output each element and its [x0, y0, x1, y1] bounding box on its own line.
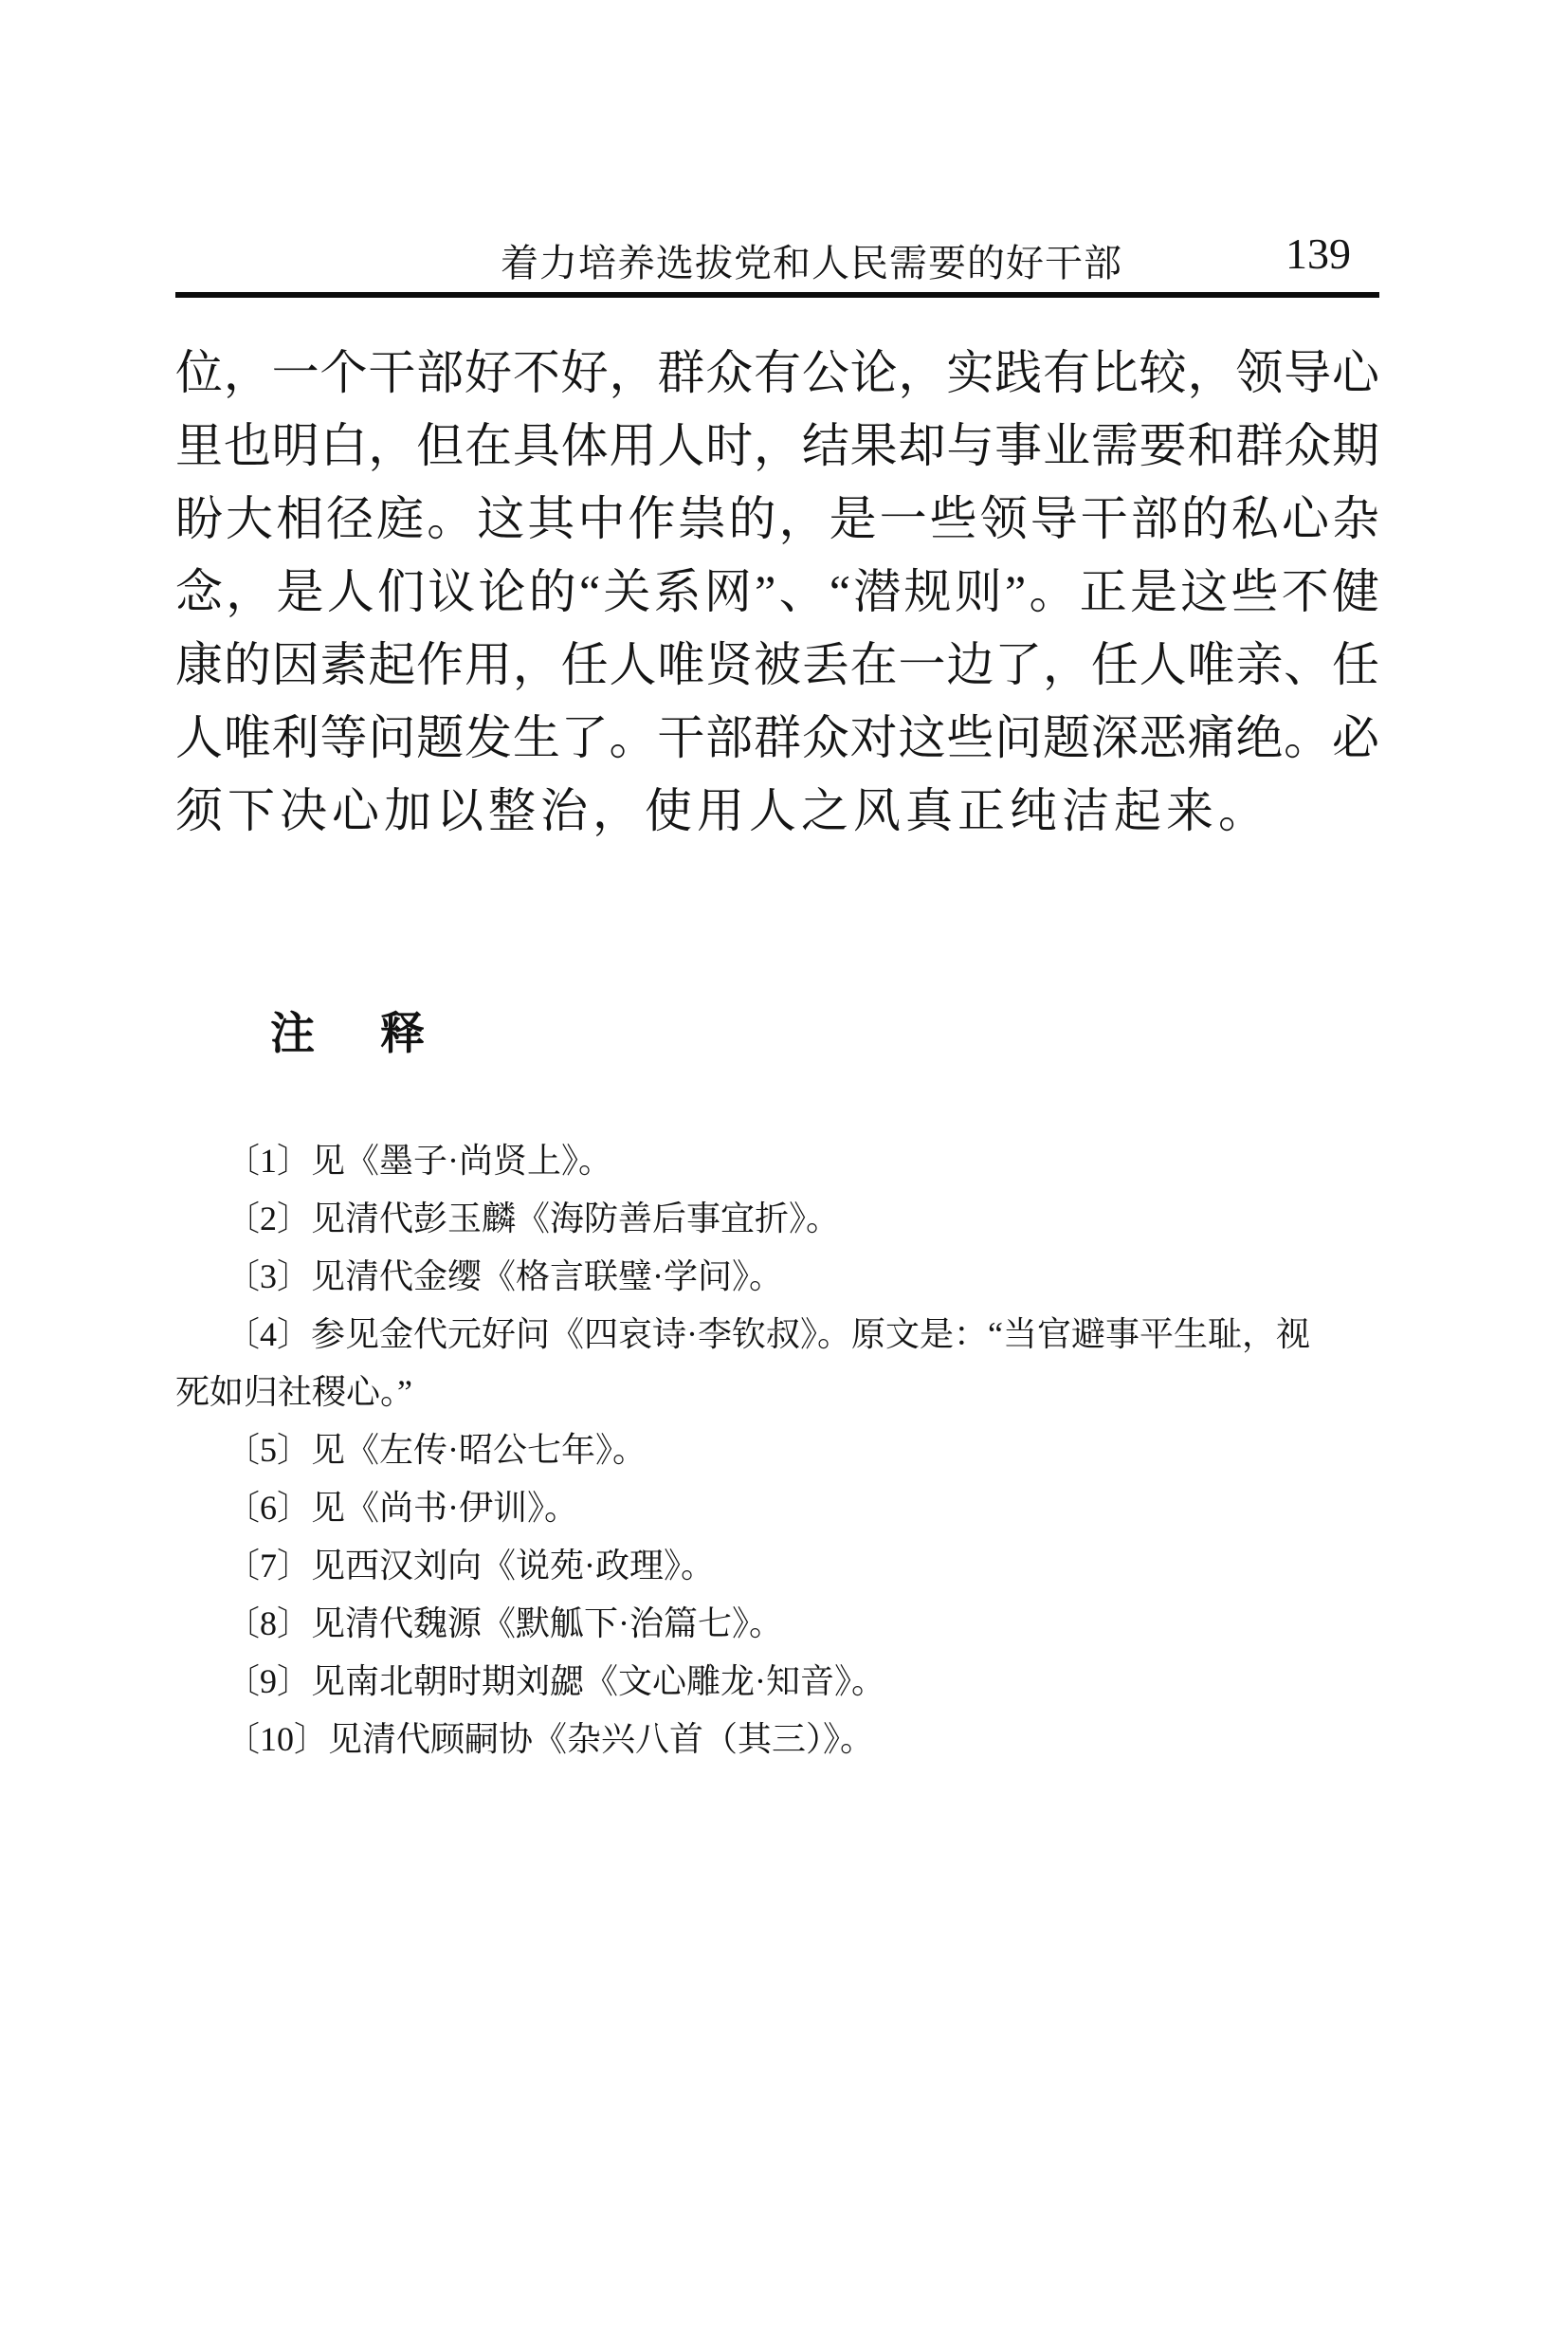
body-text-line: 念，是人们议论的“关系网”、“潜规则”。正是这些不健: [175, 565, 1379, 618]
note-line: 〔4〕参见金代元好问《四哀诗·李钦叔》。原文是：“当官避事平生耻，视: [226, 1315, 1310, 1353]
body-text-line: 位，一个干部好不好，群众有公论，实践有比较，领导心: [175, 346, 1379, 399]
body-text-line: 须下决心加以整治，使用人之风真正纯洁起来。: [175, 784, 1270, 837]
body-text-line: 盼大相径庭。这其中作祟的，是一些领导干部的私心杂: [175, 492, 1379, 545]
note-line: 〔3〕见清代金缨《格言联璧·学问》。: [226, 1257, 783, 1295]
note-line: 〔8〕见清代魏源《默觚下·治篇七》。: [226, 1604, 783, 1642]
body-paragraph: [175, 337, 1379, 848]
note-line: 〔5〕见《左传·昭公七年》。: [226, 1431, 647, 1469]
page-number: 139: [1285, 229, 1351, 278]
running-header-title: 着力培养选拔党和人民需要的好干部: [501, 242, 1122, 284]
note-line: 〔6〕见《尚书·伊训》。: [226, 1489, 578, 1527]
running-header: [175, 228, 1379, 284]
note-line: 〔1〕见《墨子·尚贤上》。: [226, 1142, 612, 1180]
body-text-line: 里也明白，但在具体用人时，结果却与事业需要和群众期: [175, 419, 1379, 472]
note-line: 〔9〕见南北朝时期刘勰《文心雕龙·知音》。: [226, 1662, 885, 1700]
note-line: 〔7〕见西汉刘向《说苑·政理》。: [226, 1547, 715, 1585]
notes-title-char: 注: [270, 1008, 315, 1058]
note-line: 〔10〕见清代顾嗣协《杂兴八首（其三）》。: [226, 1720, 875, 1758]
note-line: 〔2〕见清代彭玉麟《海防善后事宜折》。: [226, 1200, 841, 1237]
notes-list: [175, 1132, 1379, 1768]
body-text-line: 康的因素起作用，任人唯贤被丢在一边了，任人唯亲、任: [175, 638, 1379, 691]
page-content: [175, 0, 1379, 2345]
notes-title-char: 释: [380, 1008, 425, 1058]
header-rule-divider: [175, 292, 1379, 298]
body-text-line: 人唯利等问题发生了。干部群众对这些问题深恶痛绝。必: [175, 711, 1379, 764]
notes-section-title: [270, 1009, 425, 1058]
note-line-continuation: 死如归社稷心。”: [175, 1373, 412, 1411]
